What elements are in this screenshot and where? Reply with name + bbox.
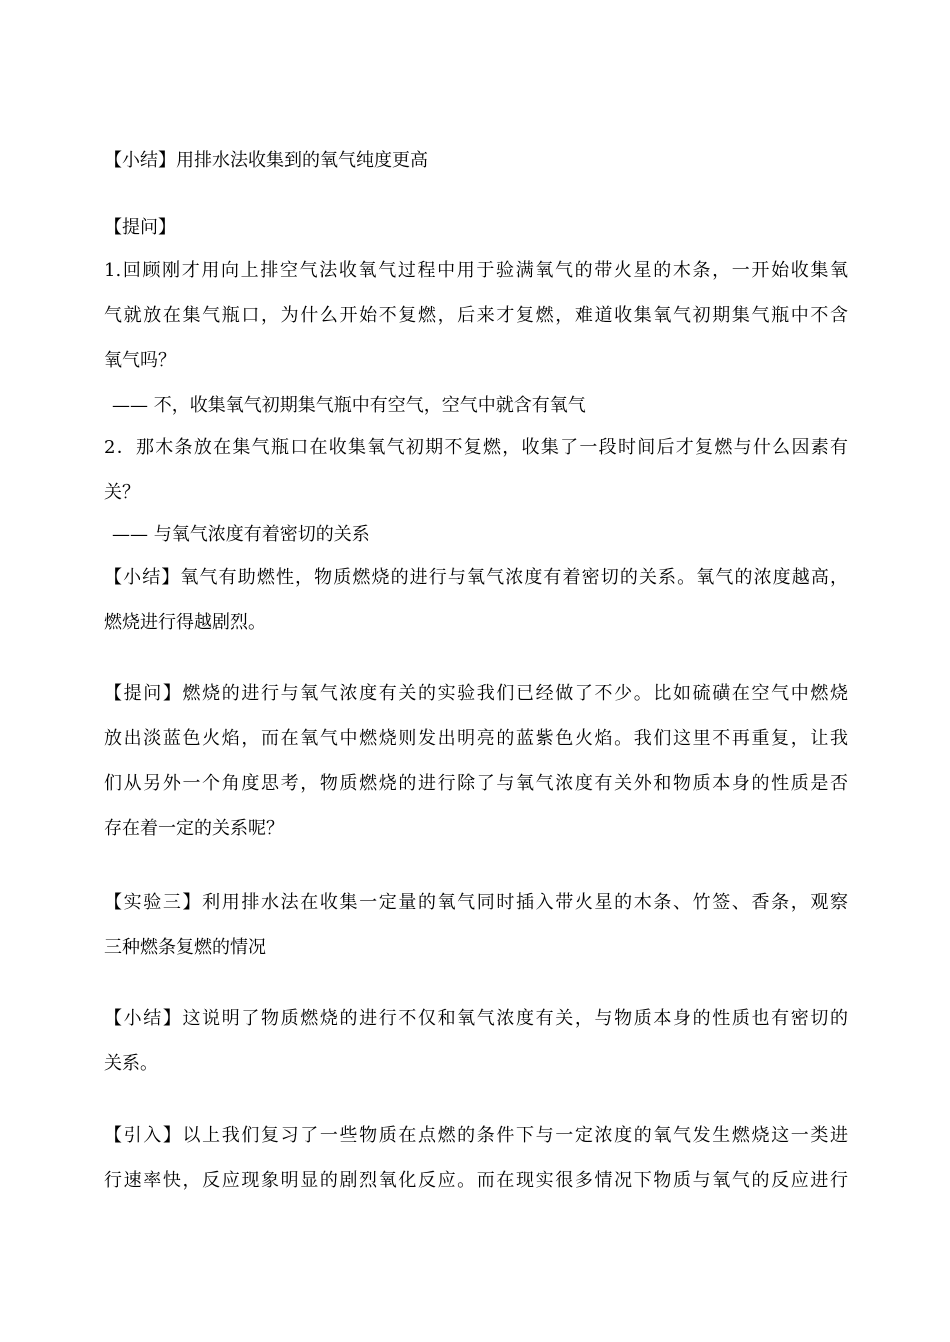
summary-1: 【小结】用排水法收集到的氧气纯度更高 bbox=[104, 150, 428, 171]
question-2-paragraph-line-2: 放出淡蓝色火焰，而在氧气中燃烧则发出明亮的蓝紫色火焰。我们这里不再重复，让我 bbox=[104, 728, 848, 749]
question-2-paragraph-line-1: 【提问】燃烧的进行与氧气浓度有关的实验我们已经做了不少。比如硫磺在空气中燃烧 bbox=[104, 683, 848, 704]
summary-3-line-2: 关系。 bbox=[104, 1053, 158, 1074]
summary-2-line-1: 【小结】氧气有助燃性，物质燃烧的进行与氧气浓度有着密切的关系。氧气的浓度越高， bbox=[104, 567, 848, 588]
question-2-paragraph-line-3: 们从另外一个角度思考，物质燃烧的进行除了与氧气浓度有关外和物质本身的性质是否 bbox=[104, 773, 848, 794]
question-2-line-2: 关？ bbox=[104, 482, 140, 503]
intro-line-2: 行速率快，反应现象明显的剧烈氧化反应。而在现实很多情况下物质与氧气的反应进行 bbox=[104, 1170, 848, 1191]
answer-2: —— 与氧气浓度有着密切的关系 bbox=[112, 524, 370, 545]
summary-3-line-1: 【小结】这说明了物质燃烧的进行不仅和氧气浓度有关，与物质本身的性质也有密切的 bbox=[104, 1008, 848, 1029]
question-header: 【提问】 bbox=[104, 217, 176, 238]
question-1-line-1: 1.回顾刚才用向上排空气法收氧气过程中用于验满氧气的带火星的木条，一开始收集氧 bbox=[104, 260, 848, 281]
experiment-3-line-1: 【实验三】利用排水法在收集一定量的氧气同时插入带火星的木条、竹签、香条，观察 bbox=[104, 892, 848, 913]
question-2-paragraph-line-4: 存在着一定的关系呢？ bbox=[104, 818, 284, 839]
experiment-3-line-2: 三种燃条复燃的情况 bbox=[104, 937, 266, 958]
summary-2-line-2: 燃烧进行得越剧烈。 bbox=[104, 612, 266, 633]
intro-line-1: 【引入】以上我们复习了一些物质在点燃的条件下与一定浓度的氧气发生燃烧这一类进 bbox=[104, 1125, 848, 1146]
question-1-line-3: 氧气吗？ bbox=[104, 350, 176, 371]
answer-1: —— 不，收集氧气初期集气瓶中有空气，空气中就含有氧气 bbox=[112, 395, 586, 416]
question-1-line-2: 气就放在集气瓶口，为什么开始不复燃，后来才复燃，难道收集氧气初期集气瓶中不含 bbox=[104, 305, 848, 326]
question-2-line-1: 2．那木条放在集气瓶口在收集氧气初期不复燃，收集了一段时间后才复燃与什么因素有 bbox=[104, 437, 848, 458]
